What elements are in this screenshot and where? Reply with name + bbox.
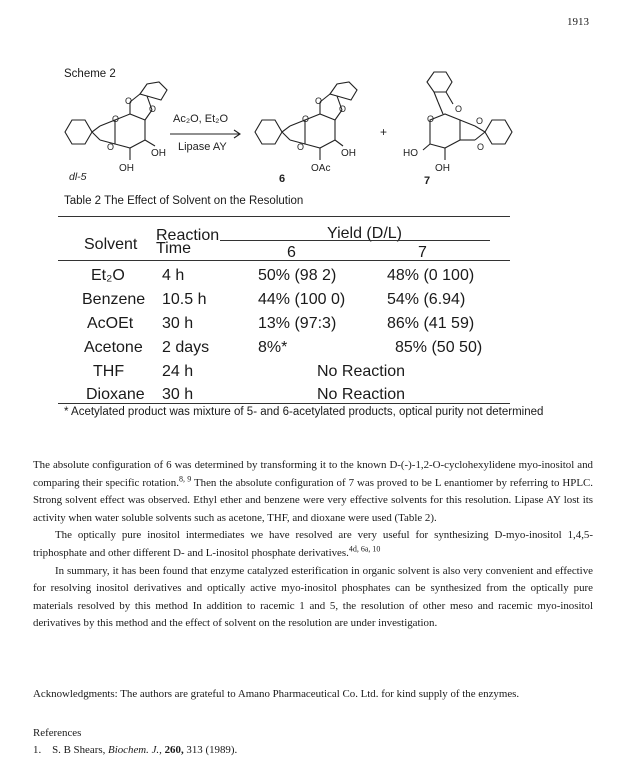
reaction-scheme <box>55 70 575 192</box>
ref-pages-year: 313 (1989). <box>186 744 238 756</box>
p2-text: The optically pure inositol intermediates we have resolved are very useful for synthesizing D-myo-inositol 1,4,5-triphosphate and other different D- and L-inositol phosphate derivatives. <box>33 529 593 559</box>
o-label: O <box>427 114 435 124</box>
p2-citation: 4d, 6a, 10 <box>348 544 381 554</box>
o-label: O <box>339 104 347 114</box>
ref-volume: 260, <box>164 744 184 756</box>
reference-1 <box>33 744 237 756</box>
o-label: O <box>455 104 463 114</box>
o-label: O <box>477 142 485 152</box>
row-solvent: Benzene <box>82 291 146 308</box>
oac-label: OAc <box>311 163 331 174</box>
yield-subrule <box>220 240 490 241</box>
row-yield-6: 8%* <box>258 339 288 356</box>
reagents-top: Ac₂O, Et₂O <box>173 113 228 125</box>
table-bottom-rule <box>58 403 510 404</box>
table-footnote: * Acetylated product was mixture of 5- and 6-acetylated products, optical purity not determined <box>64 406 544 418</box>
table-top-rule <box>58 216 510 217</box>
table-caption: Table 2 The Effect of Solvent on the Resolution <box>64 195 304 207</box>
p1-text: The absolute configuration of 6 was determined by transforming it to the known D-(-)-1,2-O-cyclohexylidene myo-inositol and comparing their specific rotation. <box>33 459 593 489</box>
header-6: 6 <box>287 244 296 261</box>
ref-number: 1. <box>33 744 42 756</box>
oh-label: OH <box>435 163 450 174</box>
acknowledgments: Acknowledgments: The authors are grateful to Amano Pharmaceutical Co. Ltd. for kind supply of the enzymes. <box>33 688 520 700</box>
row-time: 10.5 h <box>162 291 207 308</box>
o-label: O <box>315 96 323 106</box>
row-solvent: Et₂O <box>91 267 125 284</box>
oh-label: OH <box>341 148 356 159</box>
row-yield-7: 86% (41 59) <box>387 315 475 332</box>
row-solvent: Dioxane <box>86 386 145 403</box>
row-yield-6: 44% (100 0) <box>258 291 346 308</box>
row-no-reaction: No Reaction <box>317 363 406 380</box>
compound-dl5-label: dl-5 <box>69 171 87 183</box>
o-label: O <box>112 114 120 124</box>
compound-7-structure <box>423 72 512 160</box>
ref-authors: S. B Shears, <box>52 744 106 756</box>
row-yield-7: 54% (6.94) <box>387 291 466 308</box>
row-yield-6: 13% (97:3) <box>258 315 337 332</box>
page-number: 1913 <box>567 16 589 28</box>
o-label: O <box>125 96 133 106</box>
header-7: 7 <box>418 244 427 261</box>
header-solvent: Solvent <box>84 236 138 253</box>
scheme-title: Scheme 2 <box>64 68 116 80</box>
paragraph-2 <box>33 527 593 562</box>
o-label: O <box>297 142 305 152</box>
header-reaction-time: Reaction Time <box>156 227 220 257</box>
row-time: 30 h <box>162 315 194 332</box>
o-label: O <box>476 116 484 126</box>
o-label: O <box>149 104 157 114</box>
p1-text-cont: Then the absolute configuration of 7 was proved to be L enantiomer by referring to HPLC. Strong solvent effect was observed. Ethyl ether and benzene were very effective solvents for this resolution. Lipase AY lost its activity when water soluble solvents such as acetone, THF, and dioxane were used (Table 2). <box>33 476 593 524</box>
row-yield-6: 50% (98 2) <box>258 267 337 284</box>
header-yield: Yield (D/L) <box>327 225 402 242</box>
compound-7-label: 7 <box>424 175 431 187</box>
compound-6-label: 6 <box>279 173 286 185</box>
row-time: 2 days <box>162 339 210 356</box>
oh-label: OH <box>151 148 166 159</box>
row-solvent: AcOEt <box>87 315 134 332</box>
row-time: 30 h <box>162 386 194 403</box>
references-heading: References <box>33 727 82 739</box>
row-time: 24 h <box>162 363 194 380</box>
reagents-bottom: Lipase AY <box>178 141 227 153</box>
body-text <box>33 457 593 633</box>
o-label: O <box>107 142 115 152</box>
row-solvent: Acetone <box>84 339 143 356</box>
table-header-rule <box>58 260 510 261</box>
paragraph-3: In summary, it has been found that enzyme catalyzed esterification in organic solvent is also very convenient and effective for resolving inositol derivatives and optically active myo-inositol phosphates can be synthesized from the optically pure materials resolved by this method In addition to racemic 1 and 5, the resolution of other meso and racemic myo-inositol derivatives by this method and the effect of solvent on the resolution are under investigation. <box>33 564 593 630</box>
paragraph-1 <box>33 457 593 527</box>
p1-citation: 8, 9 <box>178 473 192 483</box>
oh-label: OH <box>119 163 134 174</box>
row-yield-7: 48% (0 100) <box>387 267 475 284</box>
plus-sign: + <box>380 125 388 139</box>
o-label: O <box>302 114 310 124</box>
row-no-reaction: No Reaction <box>317 386 406 403</box>
ho-label: HO <box>403 148 418 159</box>
row-yield-7: 85% (50 50) <box>395 339 483 356</box>
ref-journal: Biochem. J., <box>108 744 162 756</box>
row-time: 4 h <box>162 267 185 284</box>
row-solvent: THF <box>93 363 125 380</box>
